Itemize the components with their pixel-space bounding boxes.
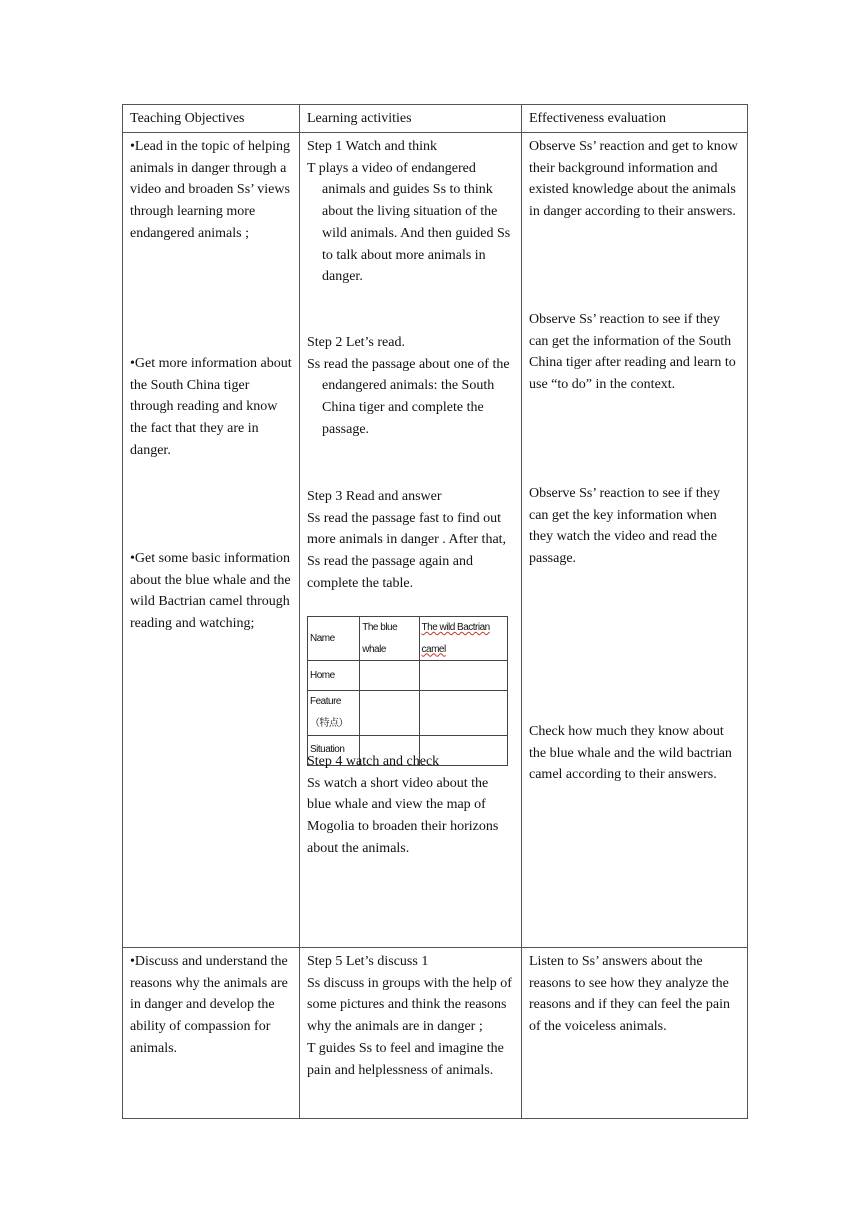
step-2 bbox=[307, 332, 515, 441]
activities-cell bbox=[300, 133, 522, 948]
step-body: Ss read the passage about one of the endangered animals: the South China tiger and complete the passage. bbox=[307, 356, 510, 437]
mini-header-name: Name bbox=[308, 617, 360, 661]
step-title: Step 2 Let’s read. bbox=[307, 335, 405, 350]
step-title: Step 1 Watch and think bbox=[307, 139, 438, 154]
mini-cell bbox=[360, 691, 419, 735]
animal-info-table bbox=[307, 616, 508, 766]
step-1 bbox=[307, 136, 515, 288]
mini-cell bbox=[419, 691, 507, 735]
header-learning-activities: Learning activities bbox=[300, 105, 522, 133]
step-3 bbox=[307, 486, 515, 595]
objective-1: •Lead in the topic of helping animals in danger through a video and broaden Ss’ views through learning more endangered animals ; bbox=[130, 139, 291, 241]
mini-row-label: Feature（特点） bbox=[308, 691, 360, 735]
objective-cell: •Discuss and understand the reasons why the animals are in danger and develop the ability of compassion for animals. bbox=[123, 948, 300, 1119]
header-effectiveness-evaluation: Effectiveness evaluation bbox=[522, 105, 748, 133]
mini-row-label: Situation bbox=[308, 735, 360, 765]
lesson-plan-table bbox=[122, 104, 748, 1119]
step-body: T guides Ss to feel and imagine the pain and helplessness of animals. bbox=[307, 1040, 504, 1078]
table-row bbox=[308, 617, 508, 661]
step-title: Step 5 Let’s discuss 1 bbox=[307, 954, 429, 969]
objective-3: •Get some basic information about the blue whale and the wild Bactrian camel through reading and watching; bbox=[130, 551, 291, 632]
table-row bbox=[123, 948, 748, 1119]
step-body: Ss watch a short video about the blue whale and view the map of Mogolia to broaden their horizons about the animals. bbox=[307, 775, 499, 856]
header-teaching-objectives: Teaching Objectives bbox=[123, 105, 300, 133]
objectives-cell bbox=[123, 133, 300, 948]
mini-header-blue-whale: The blue whale bbox=[360, 617, 419, 661]
mini-cell bbox=[419, 661, 507, 691]
objective-2: •Get more information about the South China tiger through reading and know the fact that they are in danger. bbox=[130, 356, 292, 458]
evaluation-1: Observe Ss’ reaction and get to know their background information and existed knowledge about the animals in danger according to their answers. bbox=[529, 139, 738, 220]
mini-row-label: Home bbox=[308, 661, 360, 691]
step-body: Ss discuss in groups with the help of some pictures and think the reasons why the animals are in danger ; bbox=[307, 975, 512, 1035]
evaluation-3: Observe Ss’ reaction to see if they can get the key information when they watch the video and read the passage. bbox=[529, 486, 721, 567]
activity-cell bbox=[300, 948, 522, 1119]
evaluation-cell bbox=[522, 133, 748, 948]
table-row bbox=[123, 133, 748, 948]
evaluation-cell: Listen to Ss’ answers about the reasons to see how they analyze the reasons and if they can feel the pain of the voiceless animals. bbox=[522, 948, 748, 1119]
table-row bbox=[308, 691, 508, 735]
step-title: Step 4 watch and check bbox=[307, 754, 440, 769]
table-row bbox=[308, 661, 508, 691]
mini-cell bbox=[360, 661, 419, 691]
info-table-wrapper bbox=[307, 616, 515, 766]
evaluation-2: Observe Ss’ reaction to see if they can get the information of the South China tiger after reading and learn to use “to do” in the context. bbox=[529, 312, 736, 393]
evaluation-4: Check how much they know about the blue whale and the wild bactrian camel according to their answers. bbox=[529, 724, 732, 783]
step-body: Ss read the passage fast to find out more animals in danger . After that, Ss read the passage again and complete the table. bbox=[307, 510, 507, 591]
step-title: Step 3 Read and answer bbox=[307, 489, 442, 504]
step-4 bbox=[307, 751, 515, 860]
mini-header-bactrian-camel: The wild Bactrian camel bbox=[419, 617, 507, 661]
table-header-row bbox=[123, 105, 748, 133]
step-body: T plays a video of endangered animals and guides Ss to think about the living situation of the wild animals. And then guided Ss to talk about more animals in danger. bbox=[307, 160, 511, 285]
